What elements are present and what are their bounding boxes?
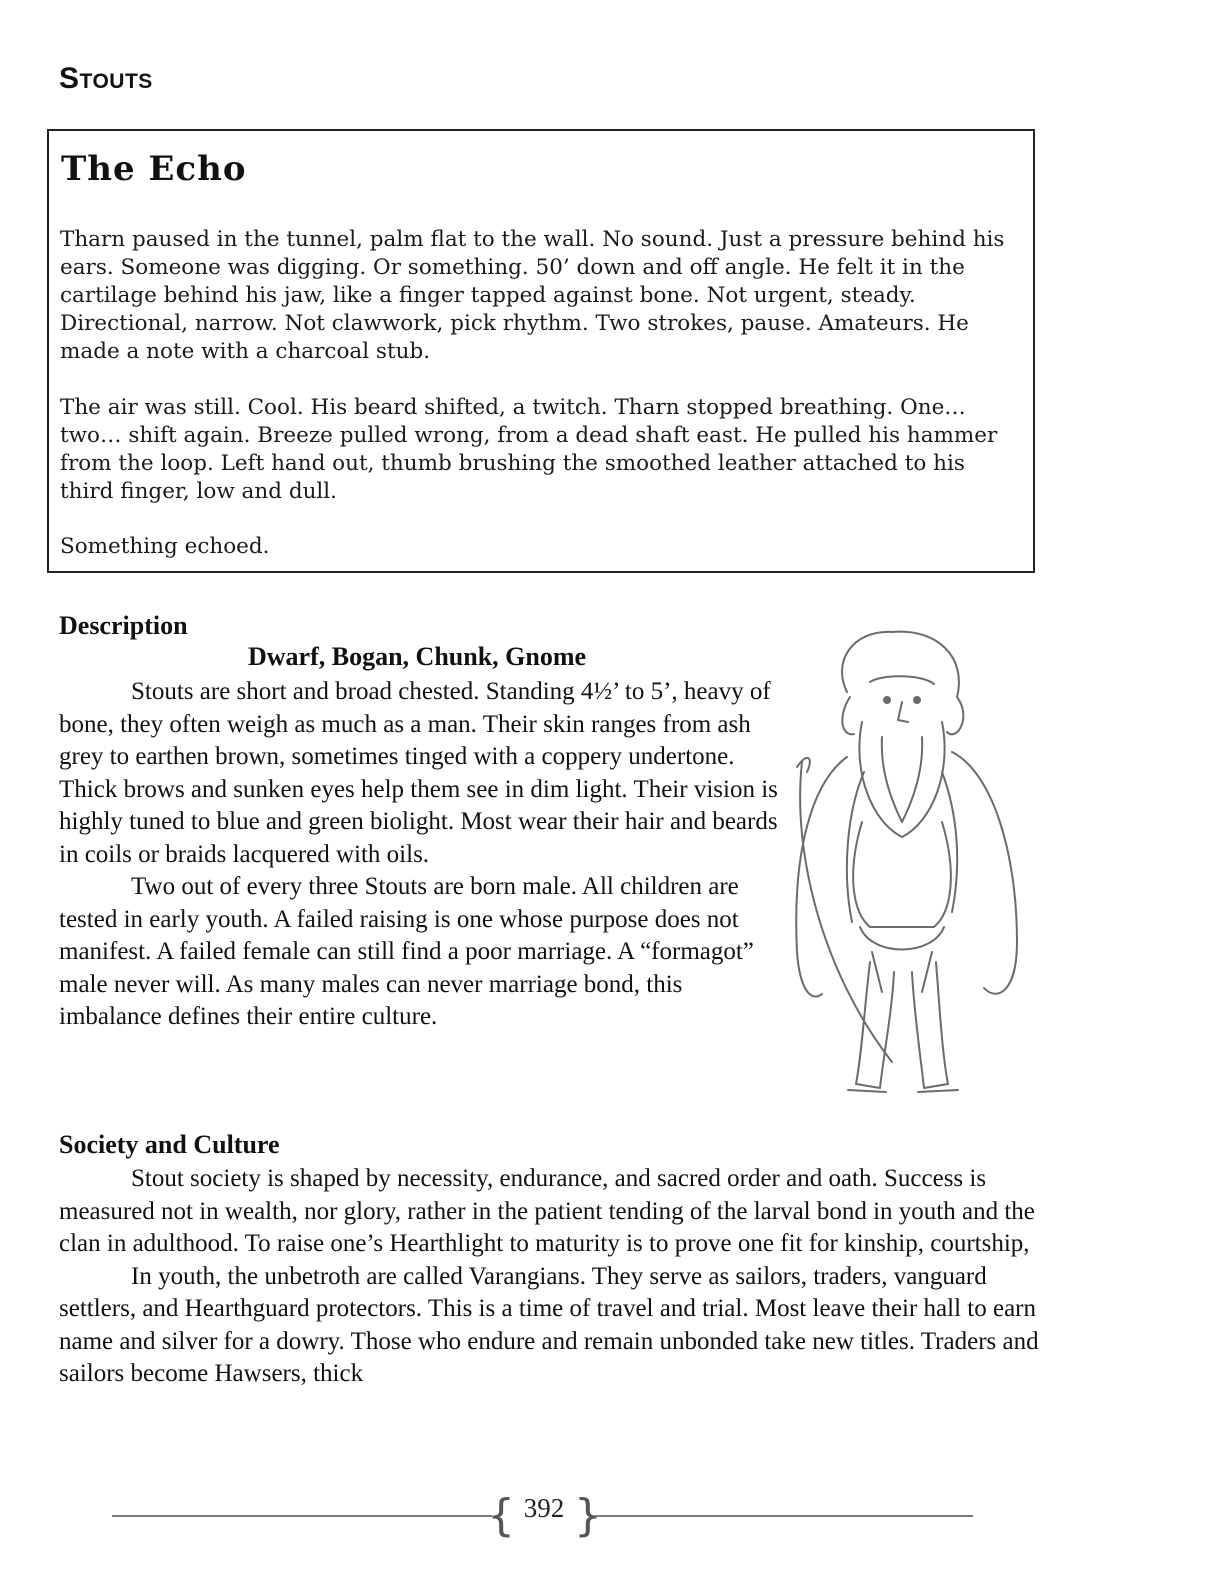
story-box	[47, 129, 1035, 573]
footer-rule-left	[112, 1515, 492, 1517]
running-head: Stouts	[59, 62, 153, 95]
story-paragraph: The air was still. Cool. His beard shifted, a twitch. Tharn stopped breathing. One… two… shift again. Breeze pulled wrong, from a dead shaft east. He pulled his hammer from the loop. Left hand out, thumb brushing the smoothed leather attached to his third finger, low and dull.	[60, 395, 998, 504]
page-number: 392	[523, 1493, 565, 1523]
description-paragraph: Stouts are short and broad chested. Standing 4½’ to 5’, heavy of bone, they often weigh as much as a man. Their skin ranges from ash grey to earthen brown, sometimes tinged with a coppery undertone. Thick brows and sunken eyes help them see in dim light. Their vision is highly tuned to blue and green biolight. Most wear their hair and beards in coils or braids lacquered with oils.	[59, 678, 778, 868]
footer-rule-right	[596, 1515, 973, 1517]
dwarf-illustration	[752, 622, 1042, 1114]
society-paragraph: In youth, the unbetroth are called Varangians. They serve as sailors, traders, vanguard settlers, and Hearthguard protectors. This is a time of travel and trial. Most leave their hall to earn name and silver for a dowry. Those who endure and remain unbonded take new titles. Traders and sailors become Hawsers, thick	[59, 1262, 1039, 1387]
society-heading: Society and Culture	[59, 1130, 280, 1159]
description-paragraph: Two out of every three Stouts are born male. All children are tested in early youth. A failed raising is one whose purpose does not manifest. A failed female can still find a poor marriage. A “formagot” male never will. As many males can never marriage bond, this imbalance defines their entire culture.	[59, 873, 754, 1030]
right-brace-icon: }	[574, 1490, 602, 1541]
story-paragraph: Tharn paused in the tunnel, palm flat to the wall. No sound. Just a pressure behind his ears. Someone was digging. Or something. 50’ down and off angle. He felt it in the cartilage behind his jaw, like a finger tapped against bone. Not urgent, steady. Directional, narrow. Not clawwork, pick rhythm. Two strokes, pause. Amateurs. He made a note with a charcoal stub.	[60, 227, 1005, 364]
left-brace-icon: {	[487, 1490, 515, 1541]
society-body	[59, 1163, 1039, 1391]
story-title: The Echo	[61, 149, 247, 189]
description-subheading: Dwarf, Bogan, Chunk, Gnome	[248, 642, 587, 671]
story-paragraph: Something echoed.	[60, 534, 270, 559]
society-paragraph: Stout society is shaped by necessity, endurance, and sacred order and oath. Success is measured not in wealth, nor glory, rather in the patient tending of the larval bond in youth and the clan in adulthood. To raise one’s Hearthlight to maturity is to prove one fit for kinship, courtship,	[59, 1165, 1035, 1257]
description-body	[59, 676, 784, 1034]
description-heading: Description	[59, 611, 188, 640]
